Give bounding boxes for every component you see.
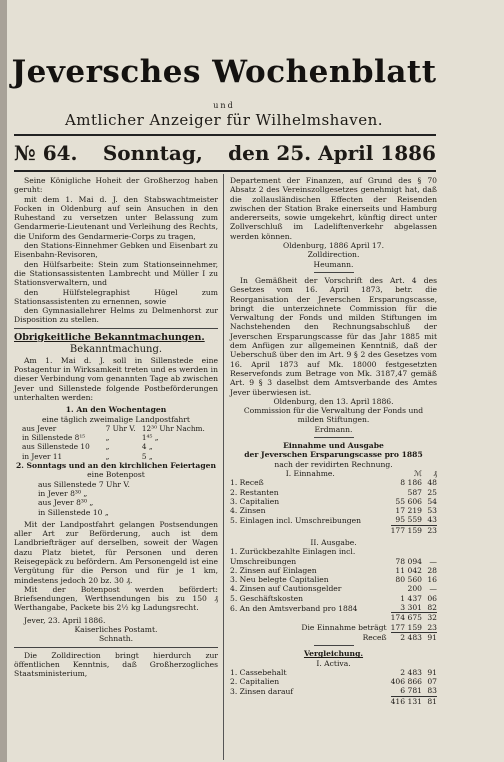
table-title-2: der Jeverschen Ersparungscasse pro 1885 (244, 450, 423, 460)
table-header-row (230, 469, 437, 478)
left-column (14, 176, 218, 679)
intro-text: Seine Königliche Hoheit der Großherzog haben geruht: (14, 176, 218, 195)
issue-number: № 64. (14, 141, 78, 165)
weekday-desc: eine täglich zweimalige Landpostfahrt (42, 414, 190, 424)
zoll-date: Oldenburg, 1886 April 17. (282, 241, 385, 251)
bottom-text: Die Zolldirection bringt hierdurch zur öffentlichen Kenntnis, daß Großherzogliches Staatsministerium, (14, 650, 218, 679)
table-total-row: Receß 2 483 91 (362, 632, 437, 642)
table-row: aus Jever 7 Uhr V. 12³⁰ Uhr Nachm. (22, 423, 205, 433)
table-row: 1. Receß 8 186 48 (230, 478, 437, 488)
notice-place-date: Jever, 23. April 1886. (24, 615, 106, 625)
list-item: aus Sillenstede 7 Uhr V. (38, 479, 130, 489)
table-row: Die Einnahme beträgt 177 159 23 (301, 622, 437, 633)
decree-2: den Stations-Einnehmer Gebken und Eisenbart zu Eisenbahn-Revisoren, (14, 241, 218, 260)
zoll-text: Departement der Finanzen, auf Grund des § 70 Absatz 2 des Vereinszollgesetzes genehmigt hat, daß die zollausländischen Effecten der Reisenden zwischen der Station Brake einerseits und Hamburg andererseits, sowie umgekehrt, künftig direct unter Zollverschluß im Ladeliftenverkehr abgelassen werden können. (230, 176, 437, 241)
table-title: Einnahme und Ausgabe (283, 441, 384, 451)
header-rule-bottom (14, 170, 436, 172)
ausgabe-table (230, 547, 437, 642)
table-row: 6. An den Amtsverband pro 1884 3 301 82 (230, 603, 437, 613)
column-header-mark: ℳ (413, 468, 422, 478)
table-row: 2. Restanten 587 25 (230, 487, 437, 497)
decree-4: den Hülfstelegraphist Hügel zum Stationsassistenten zu ernennen, sowie (14, 287, 218, 306)
table-total-row: 416 131 81 (390, 696, 437, 706)
spar-commission: Commission für die Verwaltung der Fonds und milden Stiftungen. (243, 406, 424, 425)
notice-office: Kaiserliches Postamt. (74, 625, 158, 635)
table-row: 3. Capitalien 55 606 54 (230, 496, 437, 506)
list-item: in Jever 8³⁰ „ (38, 488, 88, 498)
table-total-row: 177 159 23 (390, 525, 437, 535)
holiday-heading: 2. Sonntags und an den kirchlichen Feiertagen (15, 461, 217, 471)
spar-signer: Erdmann. (314, 424, 353, 434)
spar-text: In Gemäßheit der Vorschrift des Art. 4 des Gesetzes vom 16. April 1873, betr. die Reorganisation der Jeverschen Ersparungscasse, bringt die unterzeichnete Commission für die Verwaltung der Fonds und milden Stiftungen im Nachstehenden den Rechnungsabschluß der Jeverschen Ersparungscasse für das Jahr 1885 mit dem Anfügen zur allgemeinen Kenntniß, daß der Ueberschuß über den im Art. 9 § 2 des Gesetzes vom 16. April 1873 auf Mk. 18000 festgesetzten Reservefonds zum Betrage von Mk. 3187,47 gemäß Art. 9 § 3 daselbst dem Amtsverbande des Amtes Jever überwiesen ist. (230, 275, 437, 397)
masthead-und: und (213, 101, 235, 110)
table-row: 4. Zinsen 17 219 53 (230, 506, 437, 516)
separator-rule-3 (314, 645, 354, 646)
bottom-rule (14, 647, 218, 648)
vergleich-heading: Vergleichung. (303, 649, 364, 659)
list-item: in Sillenstede 10 „ (38, 507, 109, 517)
section-title: Obrigkeitliche Bekanntmachungen. (14, 331, 205, 343)
notice-body-3: Mit der Botenpost werden befördert: Briefsendungen, Werthsendungen bis zu 150 ₰ Werthangabe, Packete bis 2½ kg Ladungsrecht. (14, 584, 218, 613)
zoll-signer: Heumann. (313, 259, 354, 269)
table-row: 2. Zinsen auf Einlagen 11 042 28 (230, 565, 437, 575)
holiday-desc: eine Botenpost (87, 470, 145, 480)
einnahme-heading: I. Einnahme. (285, 468, 335, 478)
issue-date: den 25. April 1886 (228, 141, 436, 165)
holiday-schedule (14, 480, 218, 517)
issue-day: Sonntag, (102, 141, 203, 165)
notice-signer: Schnath. (98, 634, 134, 644)
table-row: 2. Capitalien 406 866 07 (230, 677, 437, 687)
binding-edge (0, 0, 7, 762)
table-row: 4. Zinsen auf Cautionsgelder 200 — (230, 584, 437, 594)
table-row: 1. Zurückbezahlte Einlagen incl. Umschreibungen 78 094 — (230, 547, 437, 566)
table-total-row: 174 675 32 (390, 613, 437, 623)
table-row: aus Sillenstede 10 „ 4 „ (22, 442, 153, 452)
issue-line (14, 141, 436, 165)
table-title-3: nach der revidirten Rechnung. (274, 459, 393, 469)
activa-table (230, 668, 437, 706)
weekday-heading: 1. An den Wochentagen (65, 405, 167, 415)
notice-title: Bekanntmachung. (69, 343, 163, 355)
table-row: 5. Geschäftskosten 1 437 06 (230, 593, 437, 603)
column-divider (223, 174, 224, 760)
masthead-subtitle: Amtlicher Anzeiger für Wilhelmshaven. (64, 111, 384, 129)
right-column (230, 176, 437, 706)
section-rule (14, 328, 218, 329)
decree-1: mit dem 1. Mai d. J. den Stabswachtmeister Focken in Oldenburg auf sein Ansuchen in den Ruhestand zu versetzen unter Belassung zum Gendarmerie-Lieutenant und Verleihung des Rechts, die Uniform des Gendarmerie-Corps zu tragen, (14, 194, 218, 241)
masthead-title: Jeversches Wochenblatt (11, 54, 437, 90)
separator-rule (314, 272, 354, 273)
einnahme-table (230, 469, 437, 535)
table-row: 3. Neu belegte Capitalien 80 560 16 (230, 575, 437, 585)
spar-date: Oldenburg, den 13. April 1886. (273, 396, 394, 406)
table-row: in Sillenstede 8¹⁵ „ 1⁴⁵ „ (22, 433, 159, 443)
notice-body-2: Mit der Landpostfahrt gelangen Postsendungen aller Art zur Beförderung, auch ist dem Landbriefträger auf derselben, soweit der Wagen dazu Platz bietet, für Personen und deren Reisegepäck zu befördern. Am Personengeld ist eine Vergütung für die Person und für je 1 km, mindestens jedoch 20 bz. 30 ₰. (14, 519, 218, 585)
zoll-office: Zolldirection. (307, 250, 360, 260)
ausgabe-heading: II. Ausgabe. (310, 537, 357, 547)
table-row: 3. Zinsen darauf 6 781 83 (230, 686, 437, 696)
separator-rule-2 (314, 437, 354, 438)
decree-3: den Hülfsarbeite: Stein zum Stationseinnehmer, die Stationsassistenten Lambrecht und Müller I zu Stationsverwaltern, und (14, 259, 218, 288)
table-row: 1. Cassebehalt 2 483 91 (230, 667, 437, 677)
table-row: in Jever 11 „ 5 „ (22, 451, 153, 461)
notice-body: Am 1. Mai d. J. soll in Sillenstede eine Postagentur in Wirksamkeit treten und es werden in dieser Verbindung vom genannten Tage ab zwischen Jever und Sillenstede folgende Postbeförderungen unterhalten werden: (14, 355, 218, 402)
decree-5: den Gymnasiallehrer Helms zu Delmenhorst zur Disposition zu stellen. (14, 306, 218, 325)
header-rule-top (14, 134, 436, 136)
table-row: 5. Einlagen incl. Umschreibungen 95 559 43 (230, 515, 437, 525)
activa-heading: I. Activa. (316, 658, 351, 668)
column-header-pf: ₰ (433, 468, 437, 478)
weekday-schedule (14, 424, 218, 461)
list-item: aus Jever 8³⁰ „ (38, 498, 94, 508)
